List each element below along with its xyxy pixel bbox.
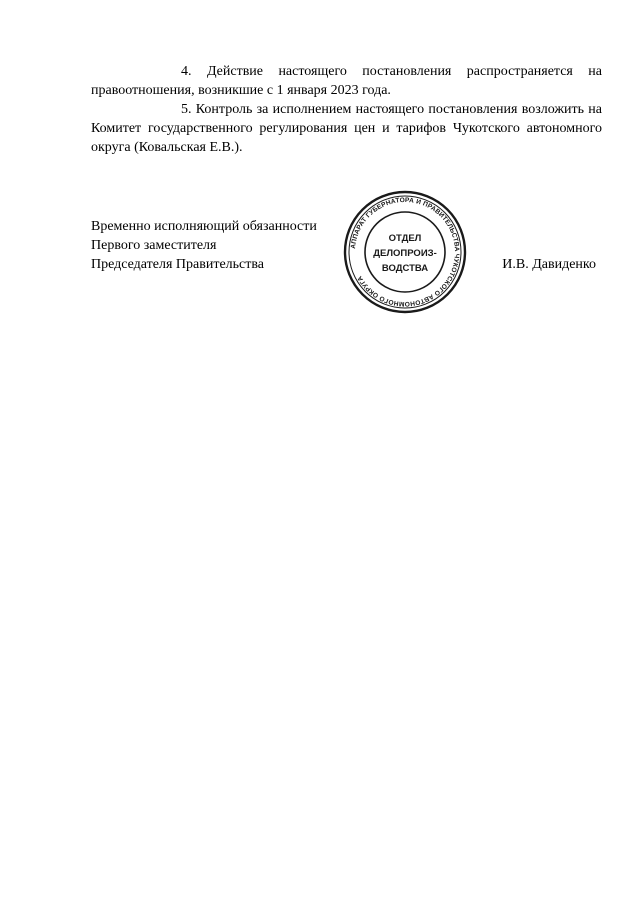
stamp-seal-icon [343,190,467,314]
stamp-center-line-1: ОТДЕЛ [388,233,422,244]
stamp-ring-text: АППАРАТ ГУБЕРНАТОРА И ПРАВИТЕЛЬСТВА ЧУКОТСКОГО АВТОНОМНОГО ОКРУГА [350,196,461,308]
signature-title-line-3: Председателя Правительства [91,257,265,272]
signature-title-line-2: Первого заместителя [91,238,217,253]
paragraph-4-number: 4. [181,64,192,79]
paragraph-5-text: Контроль за исполнением настоящего постановления возложить на Комитет государственного регулирования цен и тарифов Чукотского автономного округа (Ковальская Е.В.). [91,102,603,155]
stamp-center-line-2: ДЕЛОПРОИЗ- [373,248,437,259]
stamp-center-line-3: ВОДСТВА [381,263,429,274]
paragraph-4-text: Действие настоящего постановления распространяется на правоотношения, возникшие с 1 января 2023 года. [91,64,603,98]
signature-title-line-1: Временно исполняющий обязанности [91,219,317,234]
signatory-name: И.В. Давиденко [502,257,596,272]
official-stamp [343,190,467,314]
paragraph-4 [91,62,602,100]
paragraph-5 [91,100,602,157]
paragraph-5-number: 5. [181,102,192,117]
